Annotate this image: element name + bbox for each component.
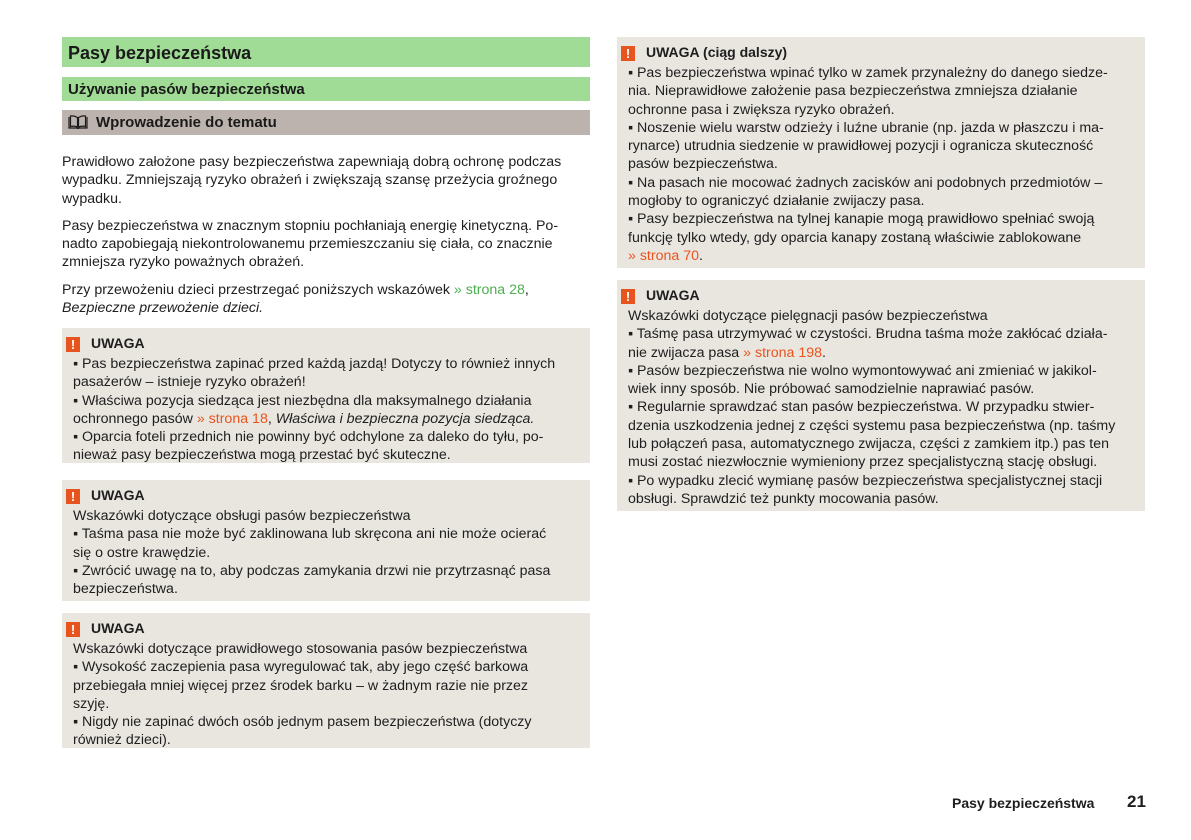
text-segment: Pasy bezpieczeństwa w znacznym stopniu pochłaniają energię kinetyczną. Po- xyxy=(62,217,559,234)
chapter-heading: Pasy bezpieczeństwa xyxy=(62,37,590,67)
section-heading: Używanie pasów bezpieczeństwa xyxy=(62,77,590,101)
paragraph xyxy=(62,281,561,318)
text-line xyxy=(62,171,561,189)
text-segment: ▪ Nigdy nie zapinać dwóch osób jednym pasem bezpieczeństwa (dotyczy xyxy=(73,714,532,731)
warning-header xyxy=(621,287,1145,307)
text-line xyxy=(73,562,590,580)
paragraph xyxy=(62,153,561,208)
text-segment: przebiegała mniej więcej przez środek barku – w żadnym razie nie przez xyxy=(73,677,528,694)
text-segment: obsługi. Sprawdzić też punkty mocowania pasów. xyxy=(628,490,939,507)
text-segment: , xyxy=(267,410,276,427)
text-line xyxy=(628,210,1145,228)
text-segment: również dzieci). xyxy=(73,732,171,749)
text-segment: ▪ Pas bezpieczeństwa zapinać przed każdą jazdą! Dotyczy to również innych xyxy=(73,356,556,372)
text-segment: ochronnego pasów xyxy=(73,410,197,427)
text-segment: dzenia uszkodzenia jednej z części systemu pasa bezpieczeństwa (np. taśmy xyxy=(628,417,1116,434)
warning-box xyxy=(617,280,1145,511)
text-segment: mogłoby to ograniczyć działanie zwijaczy pasa. xyxy=(628,193,925,210)
text-line xyxy=(73,392,590,410)
warning-icon: ! xyxy=(66,622,80,637)
subsection-heading xyxy=(62,110,590,135)
text-line xyxy=(62,235,561,253)
text-line xyxy=(62,253,561,271)
text-segment: . xyxy=(822,344,826,361)
text-segment: ▪ Oparcia foteli przednich nie powinny być odchylone za daleko do tyłu, po- xyxy=(73,429,544,446)
text-segment: ▪ Noszenie wielu warstw odzieży i luźne ubranie (np. jazda w płaszczu i ma- xyxy=(628,119,1104,136)
text-line xyxy=(73,428,590,446)
text-line xyxy=(73,677,590,695)
text-line xyxy=(73,544,590,562)
text-line xyxy=(628,344,1145,362)
text-line xyxy=(73,355,590,373)
text-segment: Prawidłowo założone pasy bezpieczeństwa zapewniają dobrą ochronę podczas xyxy=(62,154,562,170)
warning-box xyxy=(62,328,590,463)
text-line xyxy=(73,695,590,713)
text-segment: ochronne pasa i zwiększa ryzyko obrażeń. xyxy=(628,101,895,118)
text-line xyxy=(628,64,1145,82)
text-line xyxy=(628,137,1145,155)
footer-section-title: Pasy bezpieczeństwa xyxy=(952,795,1095,811)
warning-icon: ! xyxy=(621,289,635,304)
text-segment: pasów bezpieczeństwa. xyxy=(628,156,778,173)
text-segment: ▪ Pasy bezpieczeństwa na tylnej kanapie mogą prawidłowo spełniać swoją xyxy=(628,211,1095,228)
intro-text xyxy=(62,153,561,326)
text-line xyxy=(628,417,1145,435)
text-line xyxy=(73,658,590,676)
text-line xyxy=(628,472,1145,490)
text-line xyxy=(628,398,1145,416)
text-segment: Wskazówki dotyczące prawidłowego stosowania pasów bezpieczeństwa xyxy=(73,641,528,657)
warning-icon: ! xyxy=(66,489,80,504)
text-segment: pasażerów – istnieje ryzyko obrażeń! xyxy=(73,374,306,391)
text-line xyxy=(62,153,561,171)
text-line xyxy=(628,247,1145,265)
text-line xyxy=(628,325,1145,343)
text-segment: . xyxy=(699,247,703,264)
text-segment: ▪ Zwrócić uwagę na to, aby podczas zamykania drzwi nie przytrzasnąć pasa xyxy=(73,562,551,579)
text-line xyxy=(628,362,1145,380)
text-segment: Wskazówki dotyczące pielęgnacji pasów bezpieczeństwa xyxy=(628,308,988,324)
text-line xyxy=(628,155,1145,173)
warning-header xyxy=(66,620,590,640)
text-line xyxy=(628,380,1145,398)
text-line xyxy=(62,217,561,235)
warning-box xyxy=(62,480,590,601)
text-segment: ▪ Regularnie sprawdzać stan pasów bezpieczeństwa. W przypadku stwier- xyxy=(628,399,1095,416)
text-segment: się o ostre krawędzie. xyxy=(73,544,211,561)
page-reference-link[interactable]: » strona 18 xyxy=(196,410,268,427)
warning-box xyxy=(62,613,590,748)
page-reference-link[interactable]: » strona 28 xyxy=(453,281,525,298)
subsection-title: Wprowadzenie do tematu xyxy=(96,114,277,131)
warning-icon: ! xyxy=(621,46,635,61)
text-segment: nieważ pasy bezpieczeństwa mogą przestać być skuteczne. xyxy=(73,447,451,464)
text-line xyxy=(73,410,590,428)
text-segment: ▪ Taśma pasa nie może być zaklinowana lub skręcona ani nie może ocierać xyxy=(73,526,547,543)
text-segment: Właściwa i bezpieczna pozycja siedząca. xyxy=(275,410,535,427)
page-reference-link[interactable]: » strona 70 xyxy=(628,247,699,264)
text-segment: ▪ Taśmę pasa utrzymywać w czystości. Brudna taśma może zakłócać działa- xyxy=(628,326,1108,343)
text-line xyxy=(628,101,1145,119)
warning-title: UWAGA xyxy=(91,620,145,636)
text-segment: ▪ Pas bezpieczeństwa wpinać tylko w zamek przynależny do danego siedze- xyxy=(628,65,1108,81)
text-line xyxy=(628,453,1145,471)
text-segment: ▪ Właściwa pozycja siedząca jest niezbędna dla maksymalnego działania xyxy=(73,392,532,409)
text-segment: ▪ Po wypadku zlecić wymianę pasów bezpieczeństwa specjalistycznej stacji xyxy=(628,472,1103,489)
text-segment: Przy przewożeniu dzieci przestrzegać poniższych wskazówek xyxy=(62,281,454,298)
text-segment: wypadku. Zmniejszają ryzyko obrażeń i zwiększają szansę przeżycia groźnego xyxy=(62,172,558,189)
text-line xyxy=(73,713,590,731)
text-line xyxy=(73,640,590,658)
warning-header xyxy=(66,487,590,507)
warning-header xyxy=(66,335,590,355)
warning-title: UWAGA xyxy=(91,335,145,351)
text-line xyxy=(73,731,590,749)
text-segment: , xyxy=(524,281,529,298)
text-segment: ▪ Wysokość zaczepienia pasa wyregulować tak, aby jego część barkowa xyxy=(73,659,529,676)
warning-title: UWAGA xyxy=(91,487,145,503)
text-line xyxy=(62,299,561,317)
text-segment: musi zostać niezwłocznie wymieniony przez specjalistyczną stację obsługi. xyxy=(628,454,1098,471)
text-line xyxy=(628,119,1145,137)
text-segment: zmniejsza ryzyko poważnych obrażeń. xyxy=(62,254,305,271)
text-segment: nia. Nieprawidłowe założenie pasa bezpieczeństwa zmniejsza działanie xyxy=(628,83,1078,100)
page-number: 21 xyxy=(1127,792,1146,811)
text-line xyxy=(628,174,1145,192)
text-segment: ▪ Pasów bezpieczeństwa nie wolno wymontowywać ani zmieniać w jakikol- xyxy=(628,362,1097,379)
text-line xyxy=(73,507,590,525)
text-line xyxy=(62,190,561,208)
warning-header xyxy=(621,44,1145,64)
text-line xyxy=(62,281,561,299)
text-segment: Bezpieczne przewożenie dzieci. xyxy=(62,300,264,317)
warning-title: UWAGA xyxy=(646,287,700,303)
text-segment: bezpieczeństwa. xyxy=(73,581,178,598)
text-line xyxy=(628,82,1145,100)
text-line xyxy=(73,525,590,543)
text-segment: szyję. xyxy=(73,695,110,712)
warning-title: UWAGA (ciąg dalszy) xyxy=(646,44,788,60)
open-book-icon xyxy=(68,115,88,129)
text-line xyxy=(73,580,590,598)
text-segment: wypadku. xyxy=(62,190,122,207)
text-line xyxy=(628,192,1145,210)
page-reference-link[interactable]: » strona 198 xyxy=(743,344,823,361)
text-line xyxy=(73,446,590,464)
text-segment: nadto zapobiegają niekontrolowanemu przemieszczaniu się ciała, co znacznie xyxy=(62,236,553,253)
text-segment: Wskazówki dotyczące obsługi pasów bezpieczeństwa xyxy=(73,508,411,524)
warning-icon: ! xyxy=(66,337,80,352)
warning-box-continued xyxy=(617,37,1145,268)
text-line xyxy=(628,229,1145,247)
text-segment: lub połączeń pasa, automatycznego zwijacza, części z zamkiem itp.) pas ten xyxy=(628,436,1110,453)
text-line xyxy=(628,490,1145,508)
text-line xyxy=(628,307,1145,325)
text-line xyxy=(73,373,590,391)
paragraph xyxy=(62,217,561,272)
text-line xyxy=(628,435,1145,453)
text-segment: ▪ Na pasach nie mocować żadnych zacisków ani podobnych przedmiotów – xyxy=(628,174,1103,191)
text-segment: wiek inny sposób. Nie próbować samodzielnie naprawiać pasów. xyxy=(628,381,1035,398)
text-segment: funkcję tylko wtedy, gdy oparcia kanapy zostaną właściwie zablokowane xyxy=(628,229,1082,246)
text-segment: rynarce) utrudnia siedzenie w prawidłowej pozycji i ogranicza skuteczność xyxy=(628,138,1094,155)
text-segment: nie zwijacza pasa xyxy=(628,344,744,361)
